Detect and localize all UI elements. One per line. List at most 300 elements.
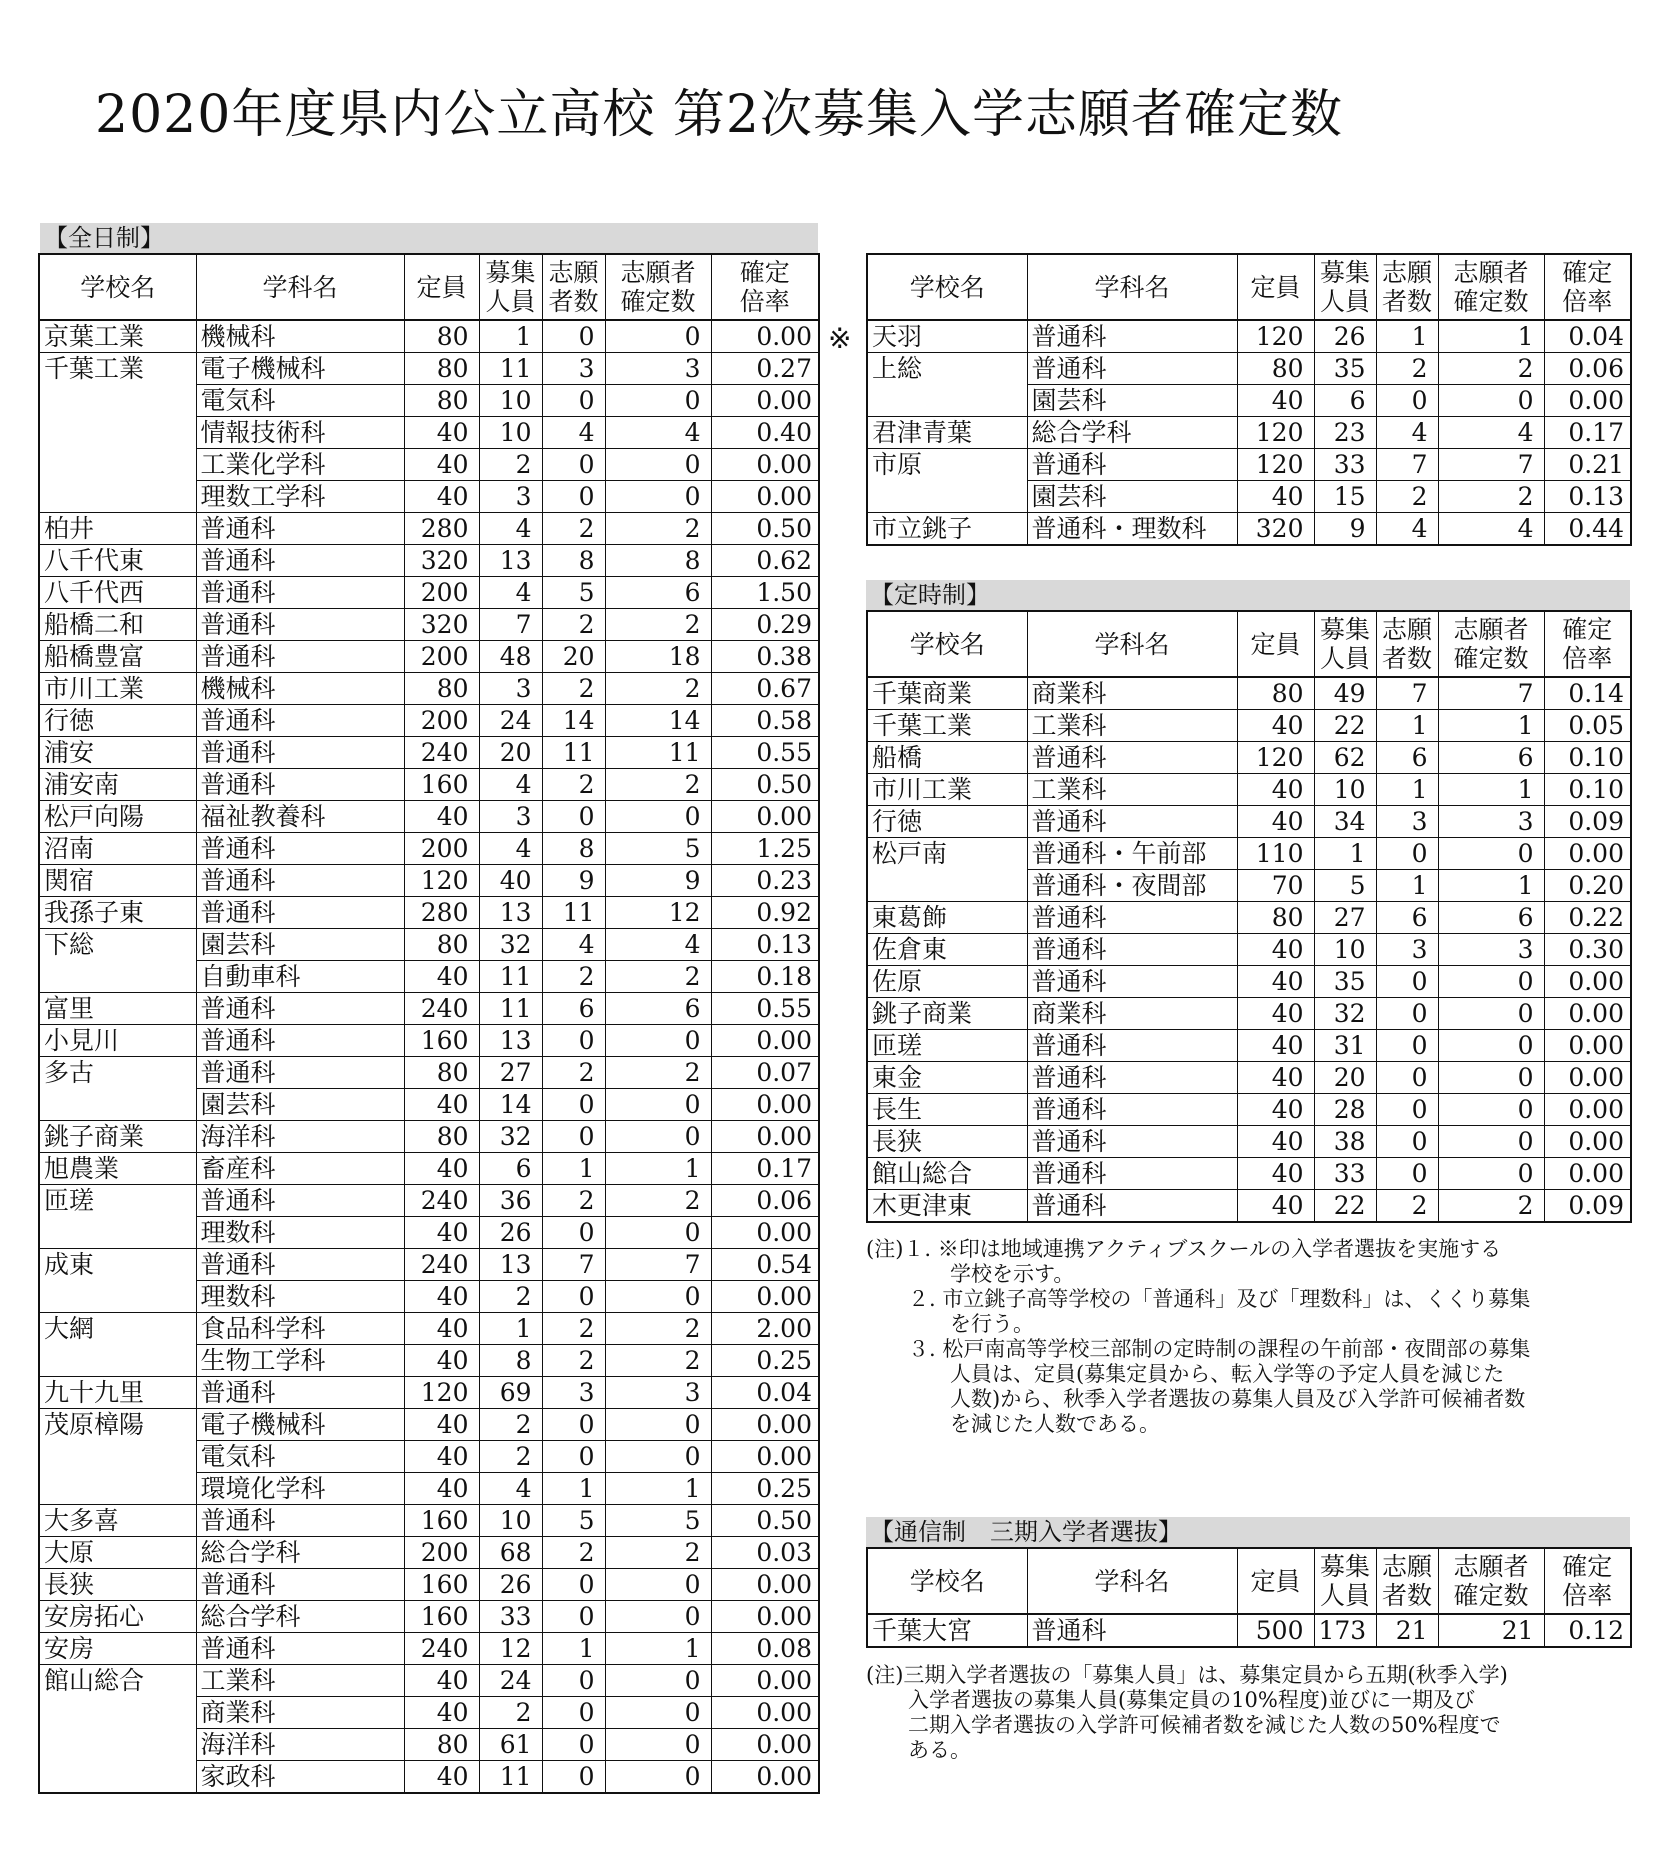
note-line: を行う。 bbox=[866, 1312, 1034, 1336]
table-row bbox=[867, 998, 1631, 1030]
school-cell: 船橋 bbox=[867, 742, 1027, 774]
applicants-cell: 21 bbox=[1376, 1614, 1438, 1647]
table-row bbox=[39, 609, 819, 641]
applicants-cell: 0 bbox=[542, 1601, 605, 1633]
applicants-cell: 2 bbox=[542, 1313, 605, 1345]
capacity-cell: 40 bbox=[404, 1697, 479, 1729]
confirmed-cell: 1 bbox=[1438, 870, 1544, 902]
capacity-cell: 40 bbox=[404, 481, 479, 513]
ratio-cell: 0.00 bbox=[711, 801, 819, 833]
capacity-cell: 40 bbox=[404, 1281, 479, 1313]
confirmed-cell: 11 bbox=[605, 737, 711, 769]
table-row bbox=[39, 1441, 819, 1473]
table-row bbox=[39, 1089, 819, 1121]
note-line: ある。 bbox=[866, 1738, 971, 1762]
table-row bbox=[867, 417, 1631, 449]
capacity-cell: 200 bbox=[404, 833, 479, 865]
applicants-cell: 0 bbox=[1376, 966, 1438, 998]
recruit-cell: 62 bbox=[1314, 742, 1376, 774]
department-cell: 普通科 bbox=[196, 1633, 404, 1665]
department-cell: 普通科 bbox=[196, 833, 404, 865]
ratio-cell: 0.00 bbox=[711, 1665, 819, 1697]
applicants-cell: 0 bbox=[542, 1089, 605, 1121]
applicants-cell: 2 bbox=[1376, 1190, 1438, 1223]
table-row bbox=[867, 1062, 1631, 1094]
recruit-cell: 1 bbox=[1314, 838, 1376, 870]
confirmed-cell: 1 bbox=[605, 1153, 711, 1185]
ratio-cell: 2.00 bbox=[711, 1313, 819, 1345]
department-cell: 情報技術科 bbox=[196, 417, 404, 449]
capacity-cell: 80 bbox=[404, 353, 479, 385]
school-cell: 銚子商業 bbox=[39, 1121, 196, 1153]
column-header: 確定 倍率 bbox=[711, 254, 819, 320]
column-header: 志願 者数 bbox=[542, 254, 605, 320]
school-cell: 旭農業 bbox=[39, 1153, 196, 1185]
recruit-cell: 26 bbox=[479, 1569, 542, 1601]
confirmed-cell: 2 bbox=[605, 1313, 711, 1345]
capacity-cell: 40 bbox=[404, 1217, 479, 1249]
ratio-cell: 0.67 bbox=[711, 673, 819, 705]
recruit-cell: 8 bbox=[479, 1345, 542, 1377]
note-2 bbox=[866, 1663, 1508, 1763]
applicants-cell: 3 bbox=[542, 1377, 605, 1409]
column-header: 志願者 確定数 bbox=[605, 254, 711, 320]
table-row bbox=[867, 838, 1631, 870]
confirmed-cell: 0 bbox=[1438, 1062, 1544, 1094]
ratio-cell: 0.25 bbox=[711, 1473, 819, 1505]
confirmed-cell: 0 bbox=[605, 320, 711, 353]
confirmed-cell: 2 bbox=[605, 609, 711, 641]
department-cell: 生物工学科 bbox=[196, 1345, 404, 1377]
table-row bbox=[867, 1094, 1631, 1126]
confirmed-cell: 7 bbox=[1438, 449, 1544, 481]
table-row bbox=[867, 902, 1631, 934]
confirmed-cell: 2 bbox=[1438, 353, 1544, 385]
recruit-cell: 20 bbox=[1314, 1062, 1376, 1094]
column-header: 定員 bbox=[1237, 611, 1314, 677]
ratio-cell: 0.00 bbox=[711, 1729, 819, 1761]
recruit-cell: 12 bbox=[479, 1633, 542, 1665]
department-cell: 普通科 bbox=[196, 1505, 404, 1537]
school-cell: 千葉工業 bbox=[39, 353, 196, 385]
department-cell: 園芸科 bbox=[1027, 481, 1237, 513]
confirmed-cell: 1 bbox=[605, 1633, 711, 1665]
capacity-cell: 40 bbox=[404, 1345, 479, 1377]
column-header: 募集 人員 bbox=[1314, 254, 1376, 320]
capacity-cell: 40 bbox=[1237, 934, 1314, 966]
applicants-cell: 0 bbox=[542, 1729, 605, 1761]
table-teiji bbox=[866, 610, 1632, 1223]
table-row bbox=[39, 1537, 819, 1569]
ratio-cell: 0.14 bbox=[1544, 677, 1631, 710]
table-row bbox=[867, 481, 1631, 513]
table-header-row bbox=[867, 1548, 1631, 1614]
capacity-cell: 40 bbox=[404, 1313, 479, 1345]
recruit-cell: 33 bbox=[479, 1601, 542, 1633]
ratio-cell: 0.44 bbox=[1544, 513, 1631, 546]
ratio-cell: 0.06 bbox=[1544, 353, 1631, 385]
school-cell bbox=[867, 870, 1027, 902]
recruit-cell: 26 bbox=[479, 1217, 542, 1249]
ratio-cell: 0.55 bbox=[711, 737, 819, 769]
school-cell: 安房 bbox=[39, 1633, 196, 1665]
applicants-cell: 0 bbox=[1376, 1062, 1438, 1094]
capacity-cell: 120 bbox=[1237, 320, 1314, 353]
table-row bbox=[39, 961, 819, 993]
department-cell: 理数科 bbox=[196, 1281, 404, 1313]
confirmed-cell: 0 bbox=[605, 1025, 711, 1057]
note-line: を減じた人数である。 bbox=[866, 1412, 1160, 1436]
ratio-cell: 0.00 bbox=[711, 1217, 819, 1249]
school-cell: 東金 bbox=[867, 1062, 1027, 1094]
table-row bbox=[39, 1121, 819, 1153]
capacity-cell: 40 bbox=[1237, 998, 1314, 1030]
applicants-cell: 20 bbox=[542, 641, 605, 673]
table-tsushin bbox=[866, 1547, 1632, 1648]
column-header: 志願 者数 bbox=[1376, 1548, 1438, 1614]
applicants-cell: 4 bbox=[1376, 417, 1438, 449]
table-row bbox=[867, 449, 1631, 481]
applicants-cell: 0 bbox=[542, 320, 605, 353]
ratio-cell: 0.04 bbox=[1544, 320, 1631, 353]
column-header: 学科名 bbox=[1027, 611, 1237, 677]
table-row bbox=[867, 513, 1631, 546]
department-cell: 普通科 bbox=[196, 545, 404, 577]
department-cell: 普通科 bbox=[1027, 1158, 1237, 1190]
school-cell: 館山総合 bbox=[39, 1665, 196, 1697]
ratio-cell: 0.92 bbox=[711, 897, 819, 929]
school-cell: 船橋豊富 bbox=[39, 641, 196, 673]
recruit-cell: 10 bbox=[1314, 934, 1376, 966]
ratio-cell: 0.00 bbox=[711, 481, 819, 513]
table-row bbox=[39, 1729, 819, 1761]
school-cell: 小見川 bbox=[39, 1025, 196, 1057]
school-cell: 茂原樟陽 bbox=[39, 1409, 196, 1441]
recruit-cell: 26 bbox=[1314, 320, 1376, 353]
applicants-cell: 7 bbox=[542, 1249, 605, 1281]
applicants-cell: 1 bbox=[1376, 710, 1438, 742]
applicants-cell: 1 bbox=[1376, 320, 1438, 353]
capacity-cell: 500 bbox=[1237, 1614, 1314, 1647]
table-row bbox=[867, 320, 1631, 353]
applicants-cell: 0 bbox=[1376, 998, 1438, 1030]
note-line: 人数)から、秋季入学者選抜の募集人員及び入学許可候補者数 bbox=[866, 1387, 1526, 1411]
applicants-cell: 2 bbox=[542, 1537, 605, 1569]
capacity-cell: 40 bbox=[1237, 1094, 1314, 1126]
recruit-cell: 13 bbox=[479, 1249, 542, 1281]
confirmed-cell: 2 bbox=[605, 769, 711, 801]
capacity-cell: 40 bbox=[404, 1153, 479, 1185]
applicants-cell: 6 bbox=[542, 993, 605, 1025]
confirmed-cell: 9 bbox=[605, 865, 711, 897]
ratio-cell: 0.00 bbox=[711, 385, 819, 417]
capacity-cell: 200 bbox=[404, 1537, 479, 1569]
recruit-cell: 9 bbox=[1314, 513, 1376, 546]
ratio-cell: 0.50 bbox=[711, 769, 819, 801]
applicants-cell: 8 bbox=[542, 545, 605, 577]
recruit-cell: 34 bbox=[1314, 806, 1376, 838]
capacity-cell: 160 bbox=[404, 769, 479, 801]
confirmed-cell: 2 bbox=[605, 1537, 711, 1569]
school-cell: 京葉工業 bbox=[39, 320, 196, 353]
confirmed-cell: 0 bbox=[1438, 1158, 1544, 1190]
school-cell: 浦安南 bbox=[39, 769, 196, 801]
recruit-cell: 7 bbox=[479, 609, 542, 641]
capacity-cell: 240 bbox=[404, 737, 479, 769]
applicants-cell: 0 bbox=[542, 1761, 605, 1794]
school-cell: 市原 bbox=[867, 449, 1027, 481]
applicants-cell: 0 bbox=[1376, 1158, 1438, 1190]
table-row bbox=[39, 1057, 819, 1089]
recruit-cell: 35 bbox=[1314, 353, 1376, 385]
table-row bbox=[39, 1345, 819, 1377]
recruit-cell: 61 bbox=[479, 1729, 542, 1761]
confirmed-cell: 0 bbox=[605, 1729, 711, 1761]
school-cell: 松戸南 bbox=[867, 838, 1027, 870]
applicants-cell: 4 bbox=[542, 929, 605, 961]
column-header: 募集 人員 bbox=[1314, 1548, 1376, 1614]
department-cell: 普通科 bbox=[196, 1249, 404, 1281]
department-cell: 自動車科 bbox=[196, 961, 404, 993]
department-cell: 普通科 bbox=[196, 641, 404, 673]
confirmed-cell: 0 bbox=[1438, 838, 1544, 870]
school-cell: 君津青葉 bbox=[867, 417, 1027, 449]
applicants-cell: 3 bbox=[1376, 806, 1438, 838]
recruit-cell: 24 bbox=[479, 1665, 542, 1697]
ratio-cell: 0.30 bbox=[1544, 934, 1631, 966]
ratio-cell: 0.00 bbox=[711, 1281, 819, 1313]
confirmed-cell: 7 bbox=[1438, 677, 1544, 710]
table-row bbox=[867, 1190, 1631, 1223]
department-cell: 普通科 bbox=[1027, 742, 1237, 774]
ratio-cell: 0.50 bbox=[711, 513, 819, 545]
department-cell: 園芸科 bbox=[1027, 385, 1237, 417]
recruit-cell: 15 bbox=[1314, 481, 1376, 513]
school-cell: 千葉工業 bbox=[867, 710, 1027, 742]
confirmed-cell: 0 bbox=[605, 1441, 711, 1473]
capacity-cell: 40 bbox=[404, 801, 479, 833]
applicants-cell: 1 bbox=[542, 1633, 605, 1665]
school-cell bbox=[39, 1697, 196, 1729]
department-cell: 機械科 bbox=[196, 673, 404, 705]
note-line: (注)１. ※印は地域連携アクティブスクールの入学者選抜を実施する bbox=[866, 1237, 1502, 1261]
department-cell: 環境化学科 bbox=[196, 1473, 404, 1505]
recruit-cell: 4 bbox=[479, 513, 542, 545]
capacity-cell: 40 bbox=[1237, 1126, 1314, 1158]
column-header: 確定 倍率 bbox=[1544, 254, 1631, 320]
school-cell bbox=[39, 1345, 196, 1377]
confirmed-cell: 3 bbox=[605, 1377, 711, 1409]
ratio-cell: 0.22 bbox=[1544, 902, 1631, 934]
ratio-cell: 0.00 bbox=[1544, 1062, 1631, 1094]
school-cell: 船橋二和 bbox=[39, 609, 196, 641]
school-cell: 安房拓心 bbox=[39, 1601, 196, 1633]
confirmed-cell: 0 bbox=[605, 1569, 711, 1601]
capacity-cell: 80 bbox=[404, 1729, 479, 1761]
confirmed-cell: 2 bbox=[605, 673, 711, 705]
confirmed-cell: 7 bbox=[605, 1249, 711, 1281]
column-header: 学科名 bbox=[1027, 1548, 1237, 1614]
table-row bbox=[867, 934, 1631, 966]
column-header: 志願 者数 bbox=[1376, 254, 1438, 320]
recruit-cell: 3 bbox=[479, 801, 542, 833]
confirmed-cell: 6 bbox=[1438, 742, 1544, 774]
applicants-cell: 6 bbox=[1376, 742, 1438, 774]
table-row bbox=[39, 897, 819, 929]
department-cell: 普通科 bbox=[1027, 1062, 1237, 1094]
school-cell: 佐倉東 bbox=[867, 934, 1027, 966]
table-row bbox=[867, 677, 1631, 710]
column-header: 志願者 確定数 bbox=[1438, 611, 1544, 677]
recruit-cell: 13 bbox=[479, 545, 542, 577]
school-cell: 大多喜 bbox=[39, 1505, 196, 1537]
table-row bbox=[867, 353, 1631, 385]
ratio-cell: 0.08 bbox=[711, 1633, 819, 1665]
applicants-cell: 11 bbox=[542, 737, 605, 769]
capacity-cell: 240 bbox=[404, 1633, 479, 1665]
capacity-cell: 40 bbox=[404, 1761, 479, 1794]
applicants-cell: 2 bbox=[1376, 481, 1438, 513]
applicants-cell: 0 bbox=[1376, 838, 1438, 870]
capacity-cell: 80 bbox=[1237, 353, 1314, 385]
capacity-cell: 200 bbox=[404, 577, 479, 609]
capacity-cell: 40 bbox=[1237, 1158, 1314, 1190]
school-cell: 長生 bbox=[867, 1094, 1027, 1126]
confirmed-cell: 2 bbox=[605, 1057, 711, 1089]
department-cell: 電子機械科 bbox=[196, 353, 404, 385]
school-cell: 市川工業 bbox=[39, 673, 196, 705]
department-cell: 普通科 bbox=[1027, 320, 1237, 353]
confirmed-cell: 4 bbox=[1438, 417, 1544, 449]
department-cell: 商業科 bbox=[196, 1697, 404, 1729]
applicants-cell: 0 bbox=[1376, 1030, 1438, 1062]
department-cell: 工業科 bbox=[196, 1665, 404, 1697]
applicants-cell: 0 bbox=[542, 1441, 605, 1473]
capacity-cell: 40 bbox=[1237, 1062, 1314, 1094]
school-cell bbox=[867, 481, 1027, 513]
applicants-cell: 4 bbox=[542, 417, 605, 449]
column-header: 募集 人員 bbox=[479, 254, 542, 320]
ratio-cell: 0.54 bbox=[711, 1249, 819, 1281]
table-row bbox=[39, 513, 819, 545]
school-cell: 行徳 bbox=[867, 806, 1027, 838]
column-header: 確定 倍率 bbox=[1544, 1548, 1631, 1614]
note-line: ２. 市立銚子高等学校の「普通科」及び「理数科」は、くくり募集 bbox=[866, 1287, 1531, 1311]
ratio-cell: 0.12 bbox=[1544, 1614, 1631, 1647]
capacity-cell: 160 bbox=[404, 1025, 479, 1057]
ratio-cell: 0.38 bbox=[711, 641, 819, 673]
school-cell: 市川工業 bbox=[867, 774, 1027, 806]
table-row bbox=[867, 1126, 1631, 1158]
ratio-cell: 0.00 bbox=[1544, 1126, 1631, 1158]
school-cell: 柏井 bbox=[39, 513, 196, 545]
recruit-cell: 173 bbox=[1314, 1614, 1376, 1647]
school-cell bbox=[39, 961, 196, 993]
department-cell: 普通科 bbox=[196, 769, 404, 801]
applicants-cell: 0 bbox=[542, 449, 605, 481]
applicants-cell: 4 bbox=[1376, 513, 1438, 546]
capacity-cell: 40 bbox=[404, 961, 479, 993]
recruit-cell: 4 bbox=[479, 769, 542, 801]
asterisk-marker: ※ bbox=[828, 322, 852, 355]
confirmed-cell: 12 bbox=[605, 897, 711, 929]
column-header: 定員 bbox=[1237, 254, 1314, 320]
recruit-cell: 10 bbox=[479, 417, 542, 449]
ratio-cell: 0.00 bbox=[711, 320, 819, 353]
school-cell: 千葉大宮 bbox=[867, 1614, 1027, 1647]
department-cell: 普通科 bbox=[196, 865, 404, 897]
table-row bbox=[39, 1249, 819, 1281]
applicants-cell: 2 bbox=[542, 673, 605, 705]
capacity-cell: 120 bbox=[1237, 742, 1314, 774]
school-cell: 富里 bbox=[39, 993, 196, 1025]
department-cell: 普通科 bbox=[196, 577, 404, 609]
ratio-cell: 0.50 bbox=[711, 1505, 819, 1537]
applicants-cell: 6 bbox=[1376, 902, 1438, 934]
table-row bbox=[867, 1158, 1631, 1190]
applicants-cell: 1 bbox=[1376, 870, 1438, 902]
applicants-cell: 5 bbox=[542, 1505, 605, 1537]
school-cell bbox=[39, 385, 196, 417]
applicants-cell: 0 bbox=[1376, 1126, 1438, 1158]
applicants-cell: 0 bbox=[1376, 385, 1438, 417]
school-cell: 館山総合 bbox=[867, 1158, 1027, 1190]
applicants-cell: 0 bbox=[542, 1025, 605, 1057]
confirmed-cell: 2 bbox=[1438, 481, 1544, 513]
confirmed-cell: 0 bbox=[605, 801, 711, 833]
department-cell: 普通科 bbox=[1027, 966, 1237, 998]
school-cell bbox=[39, 481, 196, 513]
ratio-cell: 0.17 bbox=[711, 1153, 819, 1185]
ratio-cell: 0.00 bbox=[1544, 385, 1631, 417]
department-cell: 商業科 bbox=[1027, 998, 1237, 1030]
department-cell: 食品科学科 bbox=[196, 1313, 404, 1345]
applicants-cell: 7 bbox=[1376, 677, 1438, 710]
capacity-cell: 40 bbox=[1237, 806, 1314, 838]
confirmed-cell: 21 bbox=[1438, 1614, 1544, 1647]
column-header: 学校名 bbox=[867, 1548, 1027, 1614]
capacity-cell: 240 bbox=[404, 1249, 479, 1281]
confirmed-cell: 0 bbox=[605, 481, 711, 513]
recruit-cell: 28 bbox=[1314, 1094, 1376, 1126]
school-cell: 成東 bbox=[39, 1249, 196, 1281]
applicants-cell: 3 bbox=[1376, 934, 1438, 966]
note-line: (注)三期入学者選抜の「募集人員」は、募集定員から五期(秋季入学) bbox=[866, 1663, 1508, 1687]
recruit-cell: 31 bbox=[1314, 1030, 1376, 1062]
school-cell bbox=[39, 1729, 196, 1761]
ratio-cell: 0.00 bbox=[1544, 1094, 1631, 1126]
ratio-cell: 0.00 bbox=[711, 449, 819, 481]
department-cell: 福祉教養科 bbox=[196, 801, 404, 833]
department-cell: 園芸科 bbox=[196, 1089, 404, 1121]
department-cell: 普通科 bbox=[1027, 902, 1237, 934]
department-cell: 普通科 bbox=[196, 737, 404, 769]
recruit-cell: 10 bbox=[1314, 774, 1376, 806]
recruit-cell: 38 bbox=[1314, 1126, 1376, 1158]
column-header: 確定 倍率 bbox=[1544, 611, 1631, 677]
school-cell bbox=[39, 1281, 196, 1313]
capacity-cell: 200 bbox=[404, 705, 479, 737]
ratio-cell: 0.20 bbox=[1544, 870, 1631, 902]
recruit-cell: 11 bbox=[479, 961, 542, 993]
confirmed-cell: 1 bbox=[1438, 710, 1544, 742]
table-row bbox=[39, 353, 819, 385]
recruit-cell: 68 bbox=[479, 1537, 542, 1569]
confirmed-cell: 6 bbox=[1438, 902, 1544, 934]
ratio-cell: 1.50 bbox=[711, 577, 819, 609]
capacity-cell: 120 bbox=[404, 865, 479, 897]
department-cell: 普通科 bbox=[1027, 1190, 1237, 1223]
